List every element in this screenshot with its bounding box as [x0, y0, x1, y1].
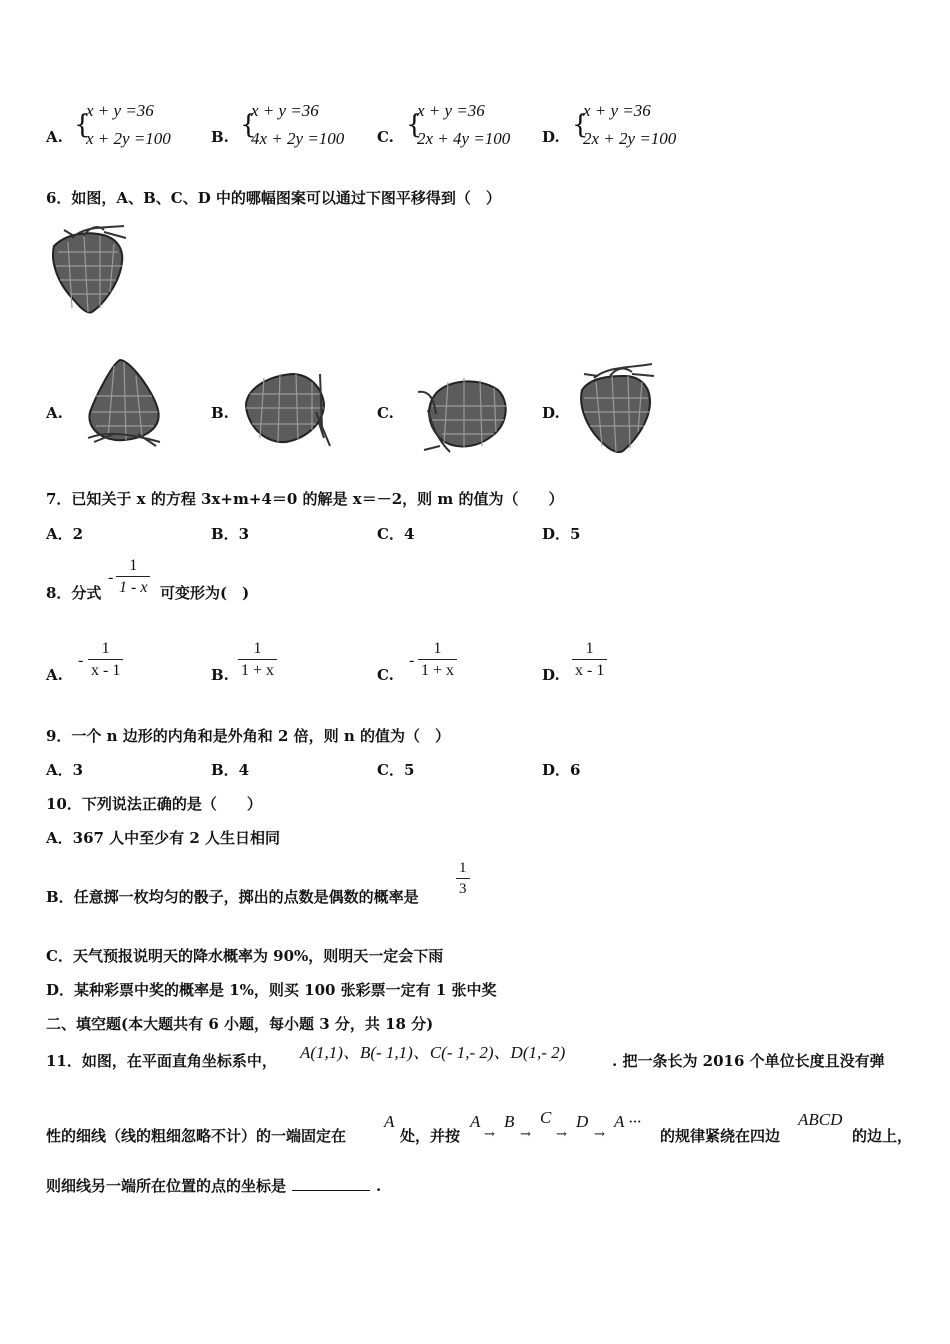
q5-option-a-label: A.: [46, 128, 63, 146]
q11-path-d: D: [576, 1112, 589, 1131]
q5-option-d-eq1: x + y =36: [583, 101, 651, 120]
q6-option-d-label: D.: [542, 404, 560, 422]
q5-option-c-eq2: 2x + 4y =100: [417, 129, 511, 148]
q10-option-b-fraction: [456, 860, 470, 898]
q8-option-c-numerator: 1: [433, 640, 442, 657]
q8-option-b-fraction: [238, 640, 277, 680]
q5-option-d-eq2: 2x + 2y =100: [583, 129, 677, 148]
q8-option-a-label: A.: [46, 666, 63, 684]
q7-option-c: C．4: [377, 525, 415, 543]
q11-path-b: B: [504, 1112, 515, 1131]
q8-option-b-label: B.: [211, 666, 229, 684]
q5-option-a-eq1: x + y =36: [86, 101, 154, 120]
q5-option-c-label: C.: [377, 128, 394, 146]
q11-path-arrow-3: →: [556, 1127, 567, 1142]
q8-option-b-numerator: 1: [253, 640, 262, 657]
q8-option-c-label: C.: [377, 666, 394, 684]
q10-stem: 10．下列说法正确的是（ ）: [46, 795, 262, 813]
q8-option-c-fraction: [418, 640, 457, 680]
q10-option-b-denominator: 3: [459, 881, 467, 897]
q8-prefix: 8．分式: [46, 584, 102, 602]
q11-line1-suffix: . 把一条长为 2016 个单位长度且没有弹: [612, 1052, 885, 1070]
q8-option-a-denominator: x - 1: [91, 662, 121, 679]
q9-option-c: C．5: [377, 761, 415, 779]
q5-option-a-eq2: x + 2y =100: [86, 129, 171, 148]
q5-option-b-eq1: x + y =36: [251, 101, 319, 120]
q8-fraction: [116, 557, 150, 597]
q6-stem: 6．如图，A、B、C、D 中的哪幅图案可以通过下图平移得到（ ）: [46, 189, 501, 207]
q9-option-b: B．4: [211, 761, 250, 779]
q11-line3: [46, 1175, 381, 1196]
q8-option-c-denominator: 1 + x: [421, 662, 455, 679]
strawberry-option-d-image: [574, 362, 656, 456]
q11-path-c: C: [540, 1108, 552, 1127]
q8-option-a-sign: -: [78, 652, 84, 669]
q11-line2-a: 性的细线（线的粗细忽略不计）的一端固定在: [46, 1127, 347, 1145]
q8-fraction-numerator: 1: [129, 557, 138, 574]
q9-option-a: A．3: [46, 761, 84, 779]
q5-option-d-brace: {: [572, 110, 589, 140]
strawberry-option-b-image: [238, 368, 334, 450]
q11-line2-d: 的边上，: [852, 1127, 913, 1145]
q8-option-d-label: D.: [542, 666, 560, 684]
q6-option-c-label: C.: [377, 404, 394, 422]
q7-option-a: A．2: [46, 525, 84, 543]
q11-point-a: A: [384, 1112, 395, 1131]
q10-option-b: B．任意掷一枚均匀的骰子，掷出的点数是偶数的概率是: [46, 888, 419, 906]
q8-option-c-bar: [418, 659, 457, 660]
q10-option-b-numerator: 1: [459, 860, 467, 876]
q5-option-b-eq2: 4x + 2y =100: [251, 129, 345, 148]
q7-option-b: B．3: [211, 525, 250, 543]
q11-line3-end: .: [376, 1177, 382, 1195]
q8-option-a-fraction: [88, 640, 123, 680]
q8-option-b-denominator: 1 + x: [241, 662, 275, 679]
q11-path-a: A: [470, 1112, 481, 1131]
q5-option-d-label: D.: [542, 128, 560, 146]
q11-quadrilateral: ABCD: [798, 1110, 843, 1129]
q11-path-arrow-1: →: [484, 1127, 495, 1142]
q8-fraction-bar: [116, 576, 150, 577]
q7-option-d: D．5: [542, 525, 581, 543]
q11-line2-c: 的规律紧绕在四边: [660, 1127, 781, 1145]
q8-option-d-fraction: [572, 640, 607, 680]
q8-option-d-bar: [572, 659, 607, 660]
q11-path-a-end: A ···: [614, 1112, 642, 1131]
q11-path-arrow-4: →: [594, 1127, 605, 1142]
q6-option-b-label: B.: [211, 404, 229, 422]
q9-stem: 9．一个 n 边形的内角和是外角和 2 倍，则 n 的值为（ ）: [46, 727, 451, 745]
q11-line2-b: 处，并按: [400, 1127, 461, 1145]
q8-fraction-sign: -: [108, 569, 114, 586]
q8-option-d-numerator: 1: [585, 640, 594, 657]
strawberry-option-c-image: [414, 370, 514, 454]
q8-option-c-sign: -: [409, 652, 415, 669]
q8-suffix: 可变形为( ): [160, 584, 250, 602]
q10-option-d: D．某种彩票中奖的概率是 1%，则买 100 张彩票一定有 1 张中奖: [46, 981, 497, 999]
q5-option-b-brace: {: [240, 110, 257, 140]
q5-option-a-brace: {: [74, 110, 91, 140]
q8-fraction-denominator: 1 - x: [119, 579, 148, 596]
q11-line3-text: 则细线另一端所在位置的点的坐标是: [46, 1177, 287, 1195]
q10-option-b-bar: [456, 878, 470, 879]
q8-option-d-denominator: x - 1: [575, 662, 605, 679]
q6-option-a-label: A.: [46, 404, 63, 422]
q5-option-c-brace: {: [406, 110, 423, 140]
q10-option-c: C．天气预报说明天的降水概率为 90%，则明天一定会下雨: [46, 947, 444, 965]
q11-path-arrow-2: →: [520, 1127, 531, 1142]
section-2-heading: 二、填空题(本大题共有 6 小题，每小题 3 分，共 18 分): [46, 1015, 434, 1033]
q8-option-b-bar: [238, 659, 277, 660]
strawberry-option-a-image: [84, 356, 164, 448]
q7-stem: 7．已知关于 x 的方程 3x+m+4＝0 的解是 x＝－2，则 m 的值为（ ）: [46, 490, 564, 508]
q11-line1-prefix: 11．如图，在平面直角坐标系中，: [46, 1052, 277, 1070]
q10-option-a: A．367 人中至少有 2 人生日相同: [46, 829, 281, 847]
q5-option-c-eq1: x + y =36: [417, 101, 485, 120]
q11-points: A(1,1)、B(- 1,1)、C(- 1,- 2)、D(1,- 2): [300, 1043, 566, 1062]
strawberry-reference-image: [44, 222, 130, 318]
q5-option-b-label: B.: [211, 128, 229, 146]
q9-option-d: D．6: [542, 761, 581, 779]
q8-option-a-numerator: 1: [101, 640, 110, 657]
q8-option-a-bar: [88, 659, 123, 660]
q11-answer-blank[interactable]: [292, 1176, 370, 1191]
